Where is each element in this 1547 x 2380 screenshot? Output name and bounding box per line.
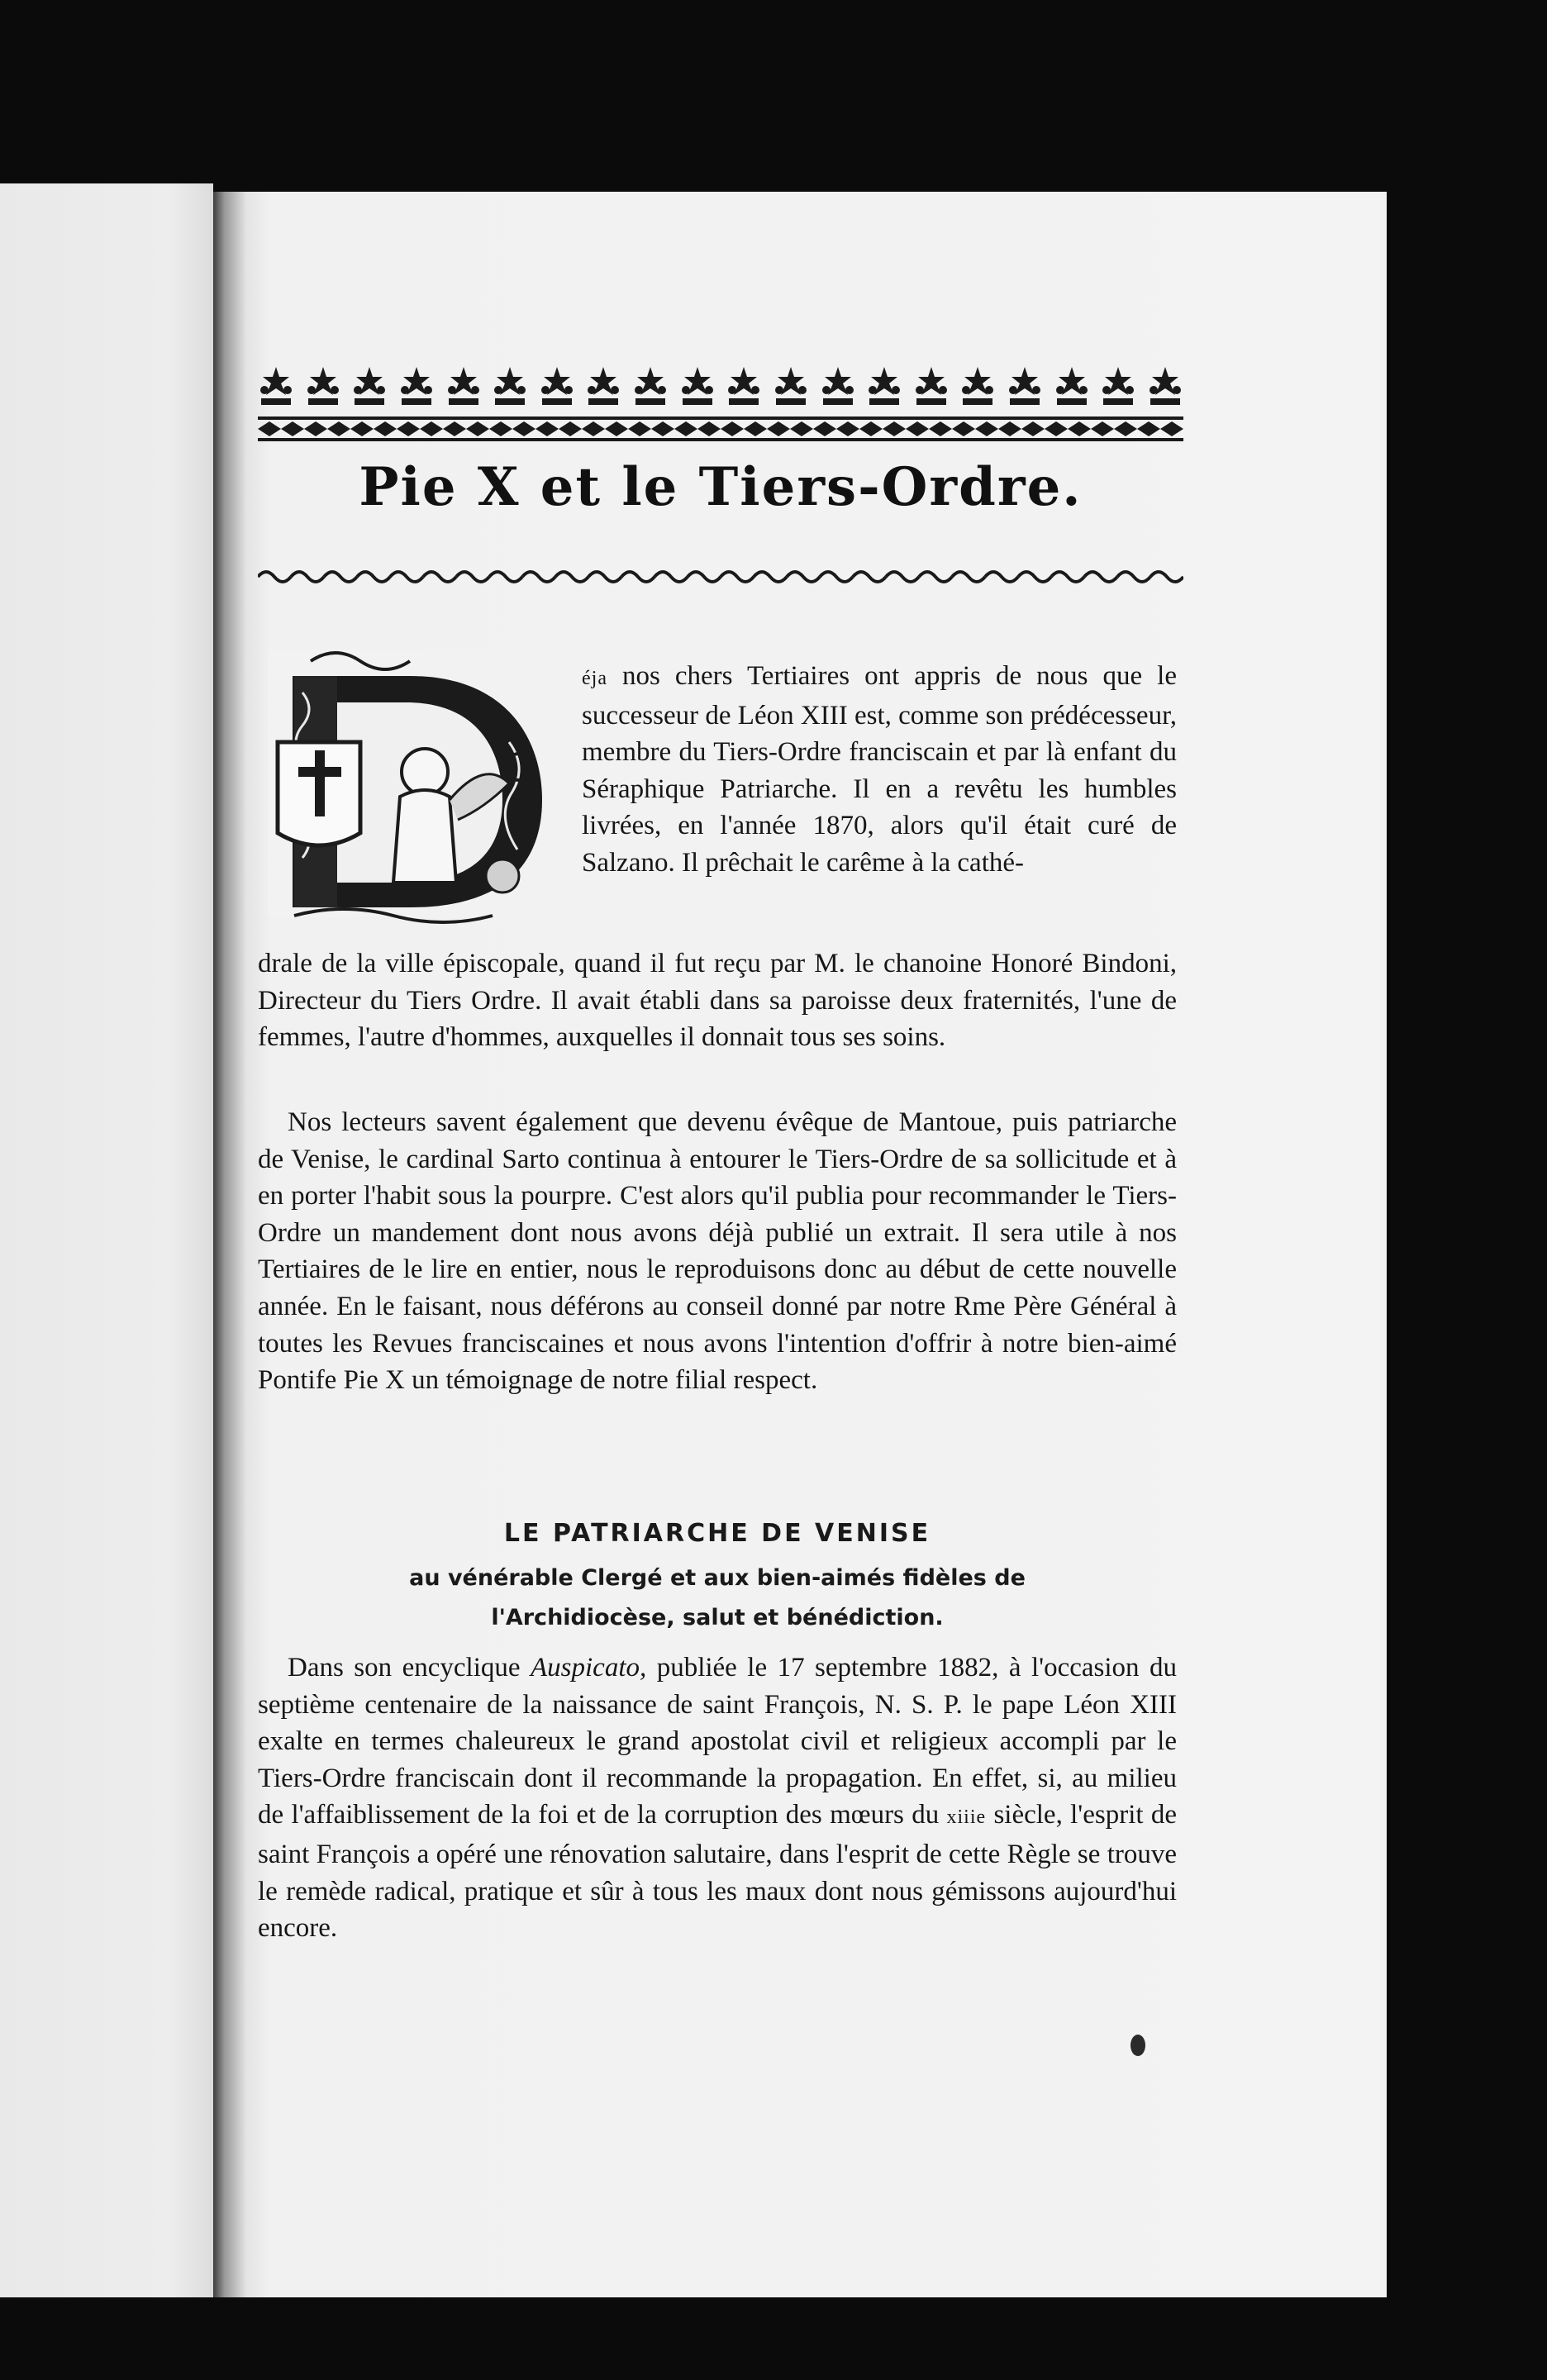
paragraph-2: Nos lecteurs savent également que devenu évêque de Mantoue, puis patriarche de Venise, le cardinal Sarto continua à entourer le Tiers-Ordre de sa sollicitude et à en porter l'habit sous la pourpre. C'est alors qu'il publia pour recommander le Tiers-Ordre un mandement dont nous avons déjà publié un extrait. Il sera utile à nos Tertiaires de le lire en entier, nous le reproduisons donc au début de cette nouvelle année. En le faisant, nous déférons au conseil donné par notre Rme Père Général à toutes les Revues franciscaines et nous avons l'intention d'offrir à notre bien-aimé Pontife Pie X un témoignage de notre filial respect.	[258, 1107, 1177, 1396]
fleuron-icon	[398, 365, 435, 407]
section-heading: LE PATRIARCHE DE VENISE	[503, 1519, 931, 1548]
illuminated-initial-d	[261, 643, 554, 924]
fleuron-icon	[492, 365, 528, 407]
fleuron-icon	[726, 365, 762, 407]
opening-small-caps: éja	[582, 668, 607, 689]
page-title: Pie X et le Tiers-Ordre.	[359, 456, 1083, 518]
fleuron-icon	[1147, 365, 1183, 407]
fleuron-icon	[866, 365, 902, 407]
paragraph-1-text-a: nos chers Tertiaires ont appris de nous que le successeur de Léon XIII est, comme son prédécesseur, membre du Tiers-Ordre franciscain et par là enfant du Séraphique Patriarche. Il en a revêtu les humbles livrées, en l'année 1870, alors qu'il était curé de Salzano. Il prêchait le carême à la cathé-	[582, 661, 1177, 878]
fleuron-icon	[959, 365, 996, 407]
fleuron-icon	[913, 365, 950, 407]
fleuron-border	[258, 364, 1183, 407]
fleuron-icon	[773, 365, 809, 407]
facing-page-edge	[0, 183, 213, 2297]
paragraph-1-continued: drale de la ville épiscopale, quand il fut reçu par M. le chanoine Honoré Bindoni, Directeur du Tiers Ordre. Il avait établi dans sa paroisse deux fraternités, l'une de femmes, l'autre d'hommes, auxquelles il donnait tous ses soins.	[258, 949, 1177, 1053]
paragraph-3-text-a: Dans son encyclique	[288, 1653, 521, 1683]
fleuron-icon	[351, 365, 388, 407]
ornamental-band	[258, 416, 1183, 441]
section-subheading-line2: l'Archidiocèse, salut et bénédiction.	[491, 1605, 944, 1630]
wave-ornament	[258, 565, 1183, 587]
encyclical-title: Auspicato,	[531, 1653, 647, 1683]
paragraph-3	[258, 1649, 1177, 1947]
ink-spot	[1130, 2035, 1145, 2056]
fleuron-icon	[820, 365, 856, 407]
fleuron-icon	[539, 365, 575, 407]
fleuron-icon	[679, 365, 716, 407]
section-subheading-line1: au vénérable Clergé et aux bien-aimés fidèles de	[409, 1565, 1026, 1591]
fleuron-icon	[1100, 365, 1136, 407]
fleuron-icon	[1007, 365, 1043, 407]
fleuron-icon	[258, 365, 294, 407]
fleuron-icon	[445, 365, 482, 407]
fleuron-icon	[632, 365, 669, 407]
century-small-caps: xiiie	[946, 1806, 987, 1829]
fleuron-icon	[585, 365, 621, 407]
paragraph-3-text-b: publiée le 17 septembre 1882, à l'occasion du septième centenaire de la naissance de saint François, N. S. P. le pape Léon XIII exalte en termes chaleureux le grand apostolat civil et religieux accompli par le Tiers-Ordre franciscain dont il recommande la propagation. En effet, si, au milieu de l'affaiblissement de la foi et de la corruption des mœurs du	[258, 1653, 1177, 1830]
paragraph-3-text-c: siècle, l'esprit de saint François a opéré une rénovation salutaire, dans l'esprit de cette Règle se trouve le remède radical, pratique et sûr à tous les maux dont nous gémissons aujourd'hui encore.	[258, 1800, 1177, 1944]
fleuron-icon	[1054, 365, 1090, 407]
paragraph-1-opening	[582, 658, 1177, 882]
fleuron-icon	[305, 365, 341, 407]
